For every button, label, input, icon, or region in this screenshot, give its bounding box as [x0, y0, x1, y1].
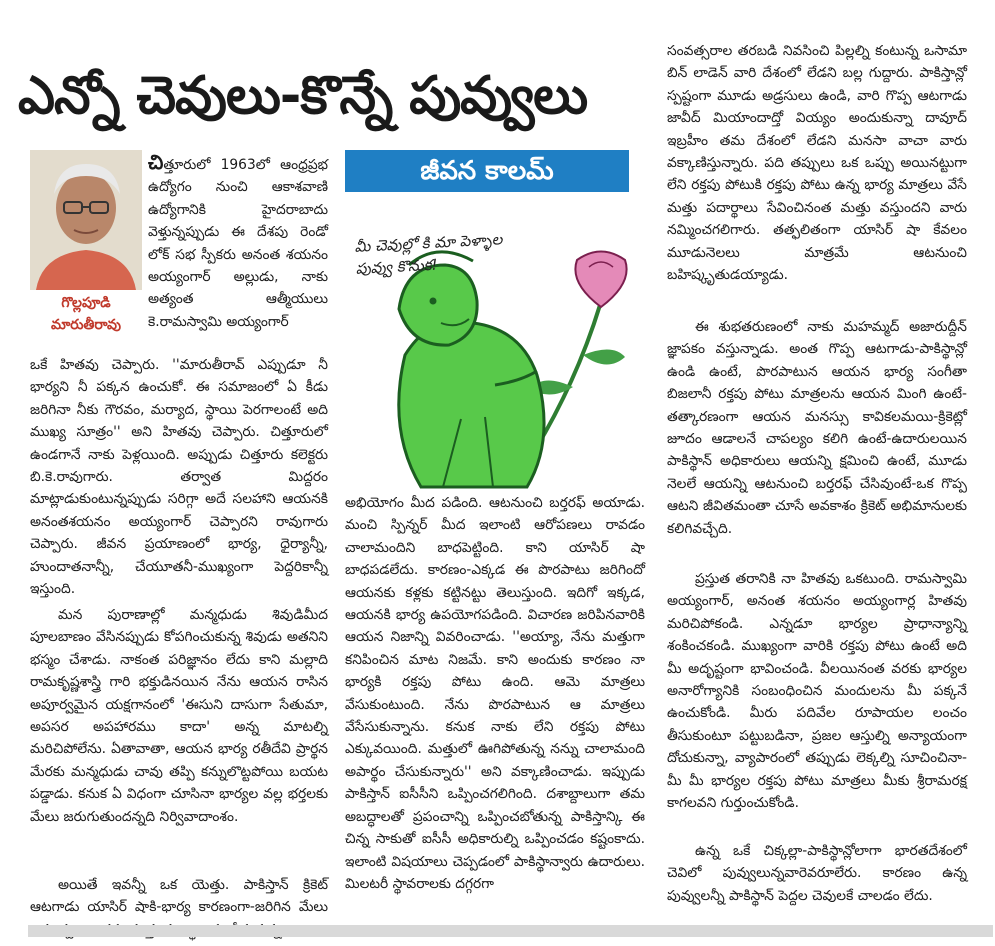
column-banner: జీవన కాలమ్: [345, 150, 629, 192]
drop-cap: చి: [148, 150, 164, 174]
author-byline: గొల్లపూడి మారుతీరావు: [50, 295, 122, 333]
author-photo: [30, 150, 142, 290]
article-paragraph-8: ఉన్న ఒకే చిక్కల్లా-పాకిస్థాన్లోలాగా భారతదేశంలో చెవిలో పువ్వులున్నవారెవరూలేరు. కారణం ఉన్న పువ్వులన్నీ పాకిస్థాన్ పెద్దల చెవులకే చాలడం లేదు.: [667, 843, 967, 904]
article-paragraph-4: అభియోగం మీద పడింది. ఆటనుంచి బర్తరఫ్ అయాడు. మంచి స్పిన్నర్ మీద ఇలాంటి ఆరోపణలు రావడం చాలామందిని బాధపెట్టింది. కాని యాసిర్ షా బాధపడలేదు. కారణం-ఎక్కడ ఈ పొరపాటు జరిగిందో ఆయనకు కళ్లకు కట్టినట్టు తెలుస్తుంది. ఇదిగో ఇక్కడ, ఆయనకి భార్య ఉపయోగపడింది. విచారణ జరిపినవారికి ఆయన నిజాన్ని వివరించాడు. ''అయ్యా, నేను మత్తుగా కనిపించిన మాట నిజమే. కాని అందుకు కారణం నా భార్యకి రక్తపు పోటు ఉంది. ఆమె మాత్రలు వేసుకుంటుంది. నేను పొరపాటున ఆ మాత్రలు వేసేసుకున్నాను. కనుక నాకు లేని రక్తపు పోటు ఎక్కువయింది. మత్తులో ఊగిపోతున్న నన్ను చాలామంది అపార్థం చేసుకున్నారు'' అని వక్కాణించాడు. ఇప్పుడు పాకిస్తాన్ ఐసీసీని ఒప్పించగలిగింది. దశాబ్దాలుగా తమ అబద్ధాలతో ప్రపంచాన్ని ఒప్పించబోతున్న పాకిస్తాన్కి ఈ చిన్న సాకుతో ఐసీసీ అధికారుల్ని ఒప్పించడం కష్టంకాదు. ఇలాంటి విషయాలు చెప్పడంలో పాకిస్థాన్వారు ఉదారులు. మిలటరీ స్థావరాలకు దగ్గరగా: [345, 495, 645, 892]
article-paragraph-1a: [148, 151, 328, 351]
paragraph-text: త్తూరులో 1963లో ఆంధ్రప్రభ ఉద్యోగం నుంచి ఆకాశవాణి ఉద్యోగానికి హైదరాబాదు వెళ్తున్నప్పుడు ఈ దేశపు రెండో లోక్ సభ స్పీకరు అనంత శయనం అయ్యంగార్ అల్లుడు, నాకు అత్యంత ఆత్మీయులు కె.రామస్వామి అయ్యంగార్: [148, 157, 328, 330]
article-paragraph-2: మన పురాణాల్లో మన్మధుడు శివుడిమీద పూలబాణం వేసినప్పుడు కోపగించుకున్న శివుడు అతనిని భస్మం చేశాడు. నాకంత పరిజ్ఞానం లేదు కాని మల్లాది రామకృష్ణశాస్త్రి గారి భక్తుడినయిన నేను ఆయన రాసిన అపూర్వమైన యక్షగానంలో 'ఈసుని దాసుగా సేతుమా, అపసర అపహారము కాదా' అన్న మాటల్ని మరిచిపోలేను. ఏతావాతా, ఆయన భార్య రతీదేవి ప్రార్థన మేరకు మన్మధుడు చావు తప్పి కన్నులొట్టపోయి బయట పడ్డాడు. కనుక ఏ విధంగా చూసినా భార్యల వల్ల భర్తలకు మేలు జరుగుతుందన్నది నిర్వివాదాంశం.: [30, 607, 328, 825]
bottom-rule: [28, 925, 993, 937]
article-paragraph-3: అయితే ఇవన్నీ ఒక యెత్తు. పాకిస్తాన్ క్రికెట్ ఆటగాడు యాసిర్ షాకి-భార్య కారణంగా-జరిగిన మేలు: [30, 877, 328, 916]
author-portrait-icon: [30, 150, 142, 290]
article-paragraph-6: ఈ శుభతరుణంలో నాకు మహమ్మద్ అజారుద్దీన్ జ్ఞాపకం వస్తున్నాడు. అంత గొప్ప ఆటగాడు-పాకిస్థాన్లో ఉండి ఉంటే, పొరపాటున ఆయన భార్య సంగీతా బిజలానీ రక్తపు పోటు మాత్రలను ఆయన మింగి ఉంటే-తత్కారణంగా ఆయన మనస్సు కావికలమయి-క్రికెట్లో జూదం ఆడాలనే చాపల్యం కలిగి ఉంటే-ఉదారులయిన పాకిస్థాన్ అధికారులు ఆయన్ని క్షమించి ఉంటే, మూడు నెలలే ఆయన్ని ఆటనుంచి బర్తరఫ్ చేసివుంటే-ఒక గొప్ప ఆటని జీవితమంతా చూసే అవకాశం క్రికెట్ అభిమానులకు కలిగివచ్చేది.: [667, 319, 967, 537]
article-paragraph-1b: ఒకే హితవు చెప్పారు. ''మారుతీరావ్ ఎప్పుడూ నీ భార్యని నీ పక్కన ఉంచుకో. ఈ సమాజంలో ఏ కీడు జరిగినా నీకు గౌరవం, మర్యాద, స్థాయి పెరగాలంటే అది ముఖ్య సూత్రం'' అని హితవు చెప్పారు. చిత్తూరులో ఉండగానే నాకు పెళ్లయింది. అప్పుడు చిత్తూరు కలెక్టరు బి.కె.రావుగారు. తర్వాత మిద్దరం మాట్లాడుకుంటున్నప్పుడు సరిగ్గా అదే సలహాని ఆయనకి అనంతశయనం అయ్యంగార్ చెప్పారని రావుగారు చెప్పారు. జీవన ప్రయాణంలో భార్య, ధైర్యాన్నీ, హుందాతనాన్నీ, చేయూతనీ-ముఖ్యంగా పెద్దరికాన్నీ ఇస్తుంది.: [30, 357, 328, 598]
page-headline: ఎన్నో చెవులు-కొన్నే పువ్వులు: [18, 66, 588, 126]
article-paragraph-5: సంవత్సరాల తరబడి నివసించి పిల్లల్ని కంటున్న ఒసామా బిన్ లాడెన్ వారి దేశంలో లేడని బల్ల గుద్దారు. పాకిస్తాన్లో స్పష్టంగా మూడు అడ్రసులు ఉండి, వారి గొప్ప ఆటగాడు జావీద్ మియాందాద్తో వియ్యం అందుకున్నా దావూద్ ఇబ్రహీం తమ దేశంలో లేడని మనసా వాచా వారు వక్కాణిస్తున్నారు. పది తప్పులు ఒక ఒప్పు అయినట్టుగా లేని రక్తపు పోటుకి రక్తపు పోటు ఉన్న భార్య మాత్రలు వేసే మత్తు పదార్థాలు సేవించినంత మత్తు వస్తుందని వారు నమ్మించగలిగారు. తత్ఫలితంగా యాసిర్ షా కేవలం మూడునెలలు మాత్రమే ఆటనుంచి బహిష్కృతుడయ్యాడు.: [667, 43, 967, 284]
article-paragraph-7: ప్రస్తుత తరానికి నా హితవు ఒకటుంది. రామస్వామి అయ్యంగార్, అనంత శయనం అయ్యంగార్ల హితవు మరిచిపోకండి. ఎన్నడూ భార్యల ప్రాధాన్యాన్ని శంకించకండి. ముఖ్యంగా వారికి రక్తపు పోటు ఉంటే అది మీ అదృష్టంగా భావించండి. వీలయినంత వరకు భార్యల అనారోగ్యానికి సంబంధించిన మందులను మీ పక్కనే ఉంచుకోండి. మీరు పదివేల రూపాయల లంచం తీసుకుంటూ పట్టుబడినా, ప్రజల ఆస్తుల్ని అన్యాయంగా దోచుకున్నా, వ్యాపారంలో తప్పుడు లెక్కల్ని సూచించినా- మీ మీ భార్యల రక్తపు పోటు మాత్రలు మీకు శ్రీరామరక్ష కాగలవని గుర్తుంచుకోండి.: [667, 571, 967, 812]
cartoon-caption: మీ చెవుల్లో కి మా పెళ్ళాల పువ్వు కొనుక!: [354, 230, 503, 278]
